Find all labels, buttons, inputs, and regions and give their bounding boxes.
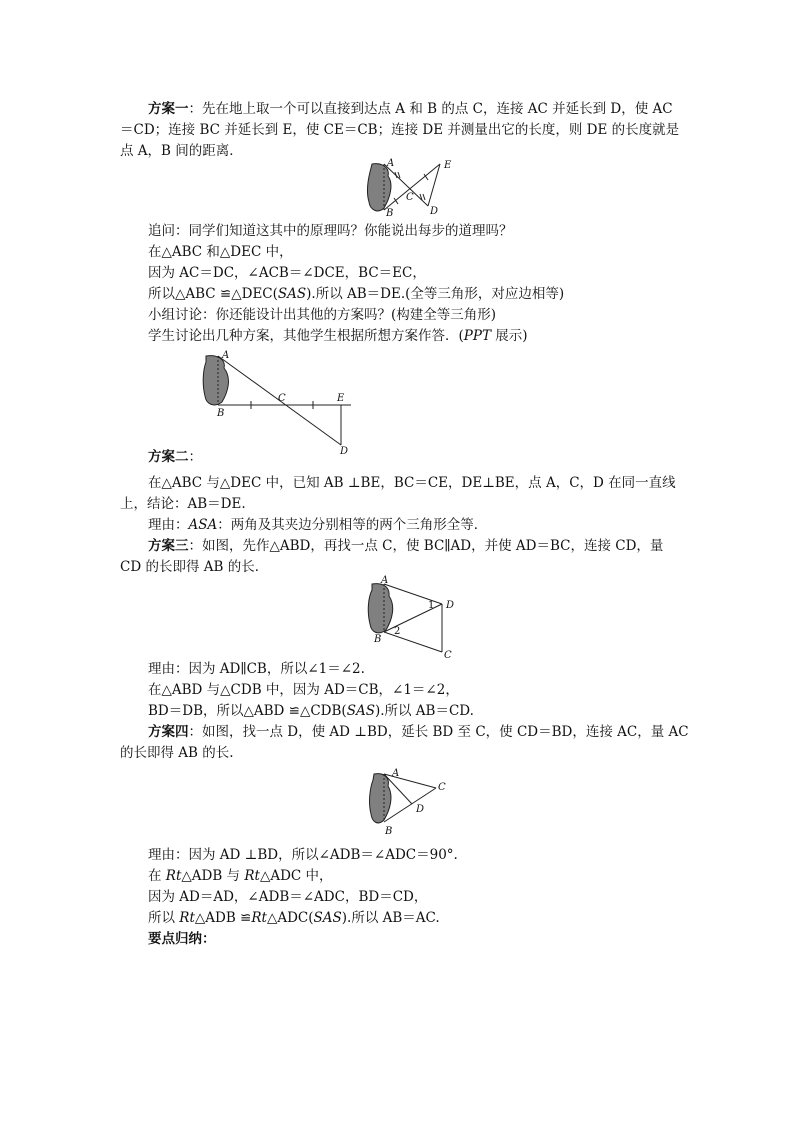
fig2-label-a: A <box>222 350 230 361</box>
fig3-label-a: A <box>381 575 389 586</box>
plan2-reason-b: ：两角及其夹边分别相等的两个三角形全等． <box>217 517 488 533</box>
plan4-reason1: 理由：因为 AD ⊥BD，所以∠ADB＝∠ADC＝90°. <box>148 847 458 863</box>
question-line1: 追问：同学们知道这其中的原理吗？你能说出每步的道理吗？ <box>148 223 513 239</box>
plan2-line1: 在△ABC 与△DEC 中，已知 AB ⊥BE，BC＝CE，DE⊥BE，点 A，C，D 在同一直线 <box>148 475 676 491</box>
plan1-line3: 点 A，B 间的距离． <box>120 143 243 159</box>
plan2-reason-a: 理由： <box>148 517 189 533</box>
fig3-label-d: D <box>446 600 455 611</box>
plan2-colon: ： <box>188 449 202 465</box>
plan4-text1: ：如图，找一点 D，使 AD ⊥BD，延长 BD 至 C，使 CD＝BD，连接 AC，量 AC <box>188 724 689 740</box>
plan4-reason2-a: 在 <box>148 868 166 884</box>
plan4-reason2-rt2: Rt <box>244 868 260 884</box>
question-line4 <box>148 285 564 303</box>
plan4-reason4-rt1: Rt <box>179 910 195 926</box>
plan3-text1: ：如图，先作△ABD，再找一点 C，使 BC∥AD，并使 AD＝BC，连接 CD，量 <box>188 538 664 554</box>
plan3-reason1: 理由：因为 AD∥CB，所以∠1＝∠2. <box>148 661 365 677</box>
plan3-reason3-sas: SAS <box>346 703 375 719</box>
plan4-reason4-c: △ADC( <box>266 910 314 926</box>
fig1-label-b: B <box>386 208 394 218</box>
plan3-reason3 <box>148 702 474 720</box>
plan1-text1: ：先在地上取一个可以直接到达点 A 和 B 的点 C，连接 AC 并延长到 D，使 AC <box>188 101 673 117</box>
plan4-reason4-rt2: Rt <box>251 910 267 926</box>
figure-3-diagram <box>362 574 462 658</box>
figure-2-diagram <box>196 348 366 458</box>
question-line3: 因为 AC＝DC，∠ACB＝∠DCE，BC＝EC， <box>148 265 426 281</box>
fig4-label-a: A <box>392 768 400 779</box>
plan2-reason-asa: ASA <box>188 517 218 533</box>
plan4-reason4-sas: SAS <box>313 910 342 926</box>
plan3-reason2: 在△ABD 与△CDB 中，因为 AD＝CB，∠1＝∠2， <box>148 682 459 698</box>
plan4-reason2-b: △ADB 与 <box>181 868 245 884</box>
question-line4-a: 所以△ABC ≌△DEC( <box>148 286 278 302</box>
plan4-reason2-c: △ADC 中， <box>259 868 333 884</box>
plan2-label: 方案二 <box>148 449 189 465</box>
plan2-heading <box>148 448 202 466</box>
plan4-reason2 <box>148 867 333 885</box>
plan4-reason4-b: △ADB ≌ <box>194 910 252 926</box>
fig1-label-c: C <box>406 192 414 203</box>
question-line4-sas: SAS <box>277 286 307 302</box>
fig2-label-d: D <box>340 446 349 457</box>
plan1-line1 <box>148 100 673 118</box>
fig4-label-c: C <box>438 782 446 793</box>
plan3-line2: CD 的长即得 AB 的长． <box>120 559 269 575</box>
fig1-label-e: E <box>444 160 452 171</box>
fig3-label-c: C <box>444 650 452 658</box>
plan4-reason3: 因为 AD＝AD，∠ADB＝∠ADC，BD＝CD， <box>148 889 428 905</box>
fig3-label-angle1: 1 <box>428 600 435 611</box>
question-line6-ppt: PPT <box>463 328 491 344</box>
fig3-label-angle2: 2 <box>394 626 401 637</box>
fig3-label-b: B <box>374 634 382 645</box>
fig2-label-e: E <box>337 393 345 404</box>
fig2-label-c: C <box>278 393 286 404</box>
fig4-label-d: D <box>416 804 425 815</box>
plan1-label: 方案一 <box>148 101 189 117</box>
plan3-label: 方案三 <box>148 538 189 554</box>
fig1-label-d: D <box>430 206 439 217</box>
plan4-line2: 的长即得 AB 的长. <box>120 745 234 761</box>
plan4-reason4-d: ).所以 AB＝AC. <box>341 910 440 926</box>
plan2-line2: 上，结论：AB＝DE. <box>120 496 246 512</box>
plan4-line1 <box>148 723 689 741</box>
plan3-reason3-b: ).所以 AB＝CD. <box>374 703 474 719</box>
question-line6-b: 展示) <box>490 328 528 344</box>
summary-label: 要点归纳： <box>148 931 216 947</box>
plan3-reason3-a: BD＝DB，所以△ABD ≌△CDB( <box>148 703 347 719</box>
figure-4-diagram <box>364 766 454 838</box>
plan4-reason4-a: 所以 <box>148 910 180 926</box>
fig2-label-b: B <box>217 408 225 419</box>
question-line6-a: 学生讨论出几种方案，其他学生根据所想方案作答．( <box>148 328 464 344</box>
fig4-label-b: B <box>385 826 393 837</box>
plan4-reason2-rt1: Rt <box>165 868 182 884</box>
question-line5: 小组讨论：你还能设计出其他的方案吗？(构建全等三角形) <box>148 307 497 323</box>
plan1-line2: ＝CD；连接 BC 并延长到 E，使 CE＝CB；连接 DE 并测量出它的长度，则 DE 的长度就是 <box>120 122 680 138</box>
fig1-label-a: A <box>387 158 395 169</box>
plan3-line1 <box>148 537 663 555</box>
plan4-reason4 <box>148 909 440 927</box>
plan4-label: 方案四 <box>148 724 189 740</box>
plan2-reason <box>148 516 487 534</box>
question-line2: 在△ABC 和△DEC 中， <box>148 244 293 260</box>
question-line4-b: ).所以 AB＝DE.(全等三角形，对应边相等) <box>306 286 565 302</box>
figure-1-diagram <box>362 158 462 218</box>
question-line6 <box>148 327 528 345</box>
